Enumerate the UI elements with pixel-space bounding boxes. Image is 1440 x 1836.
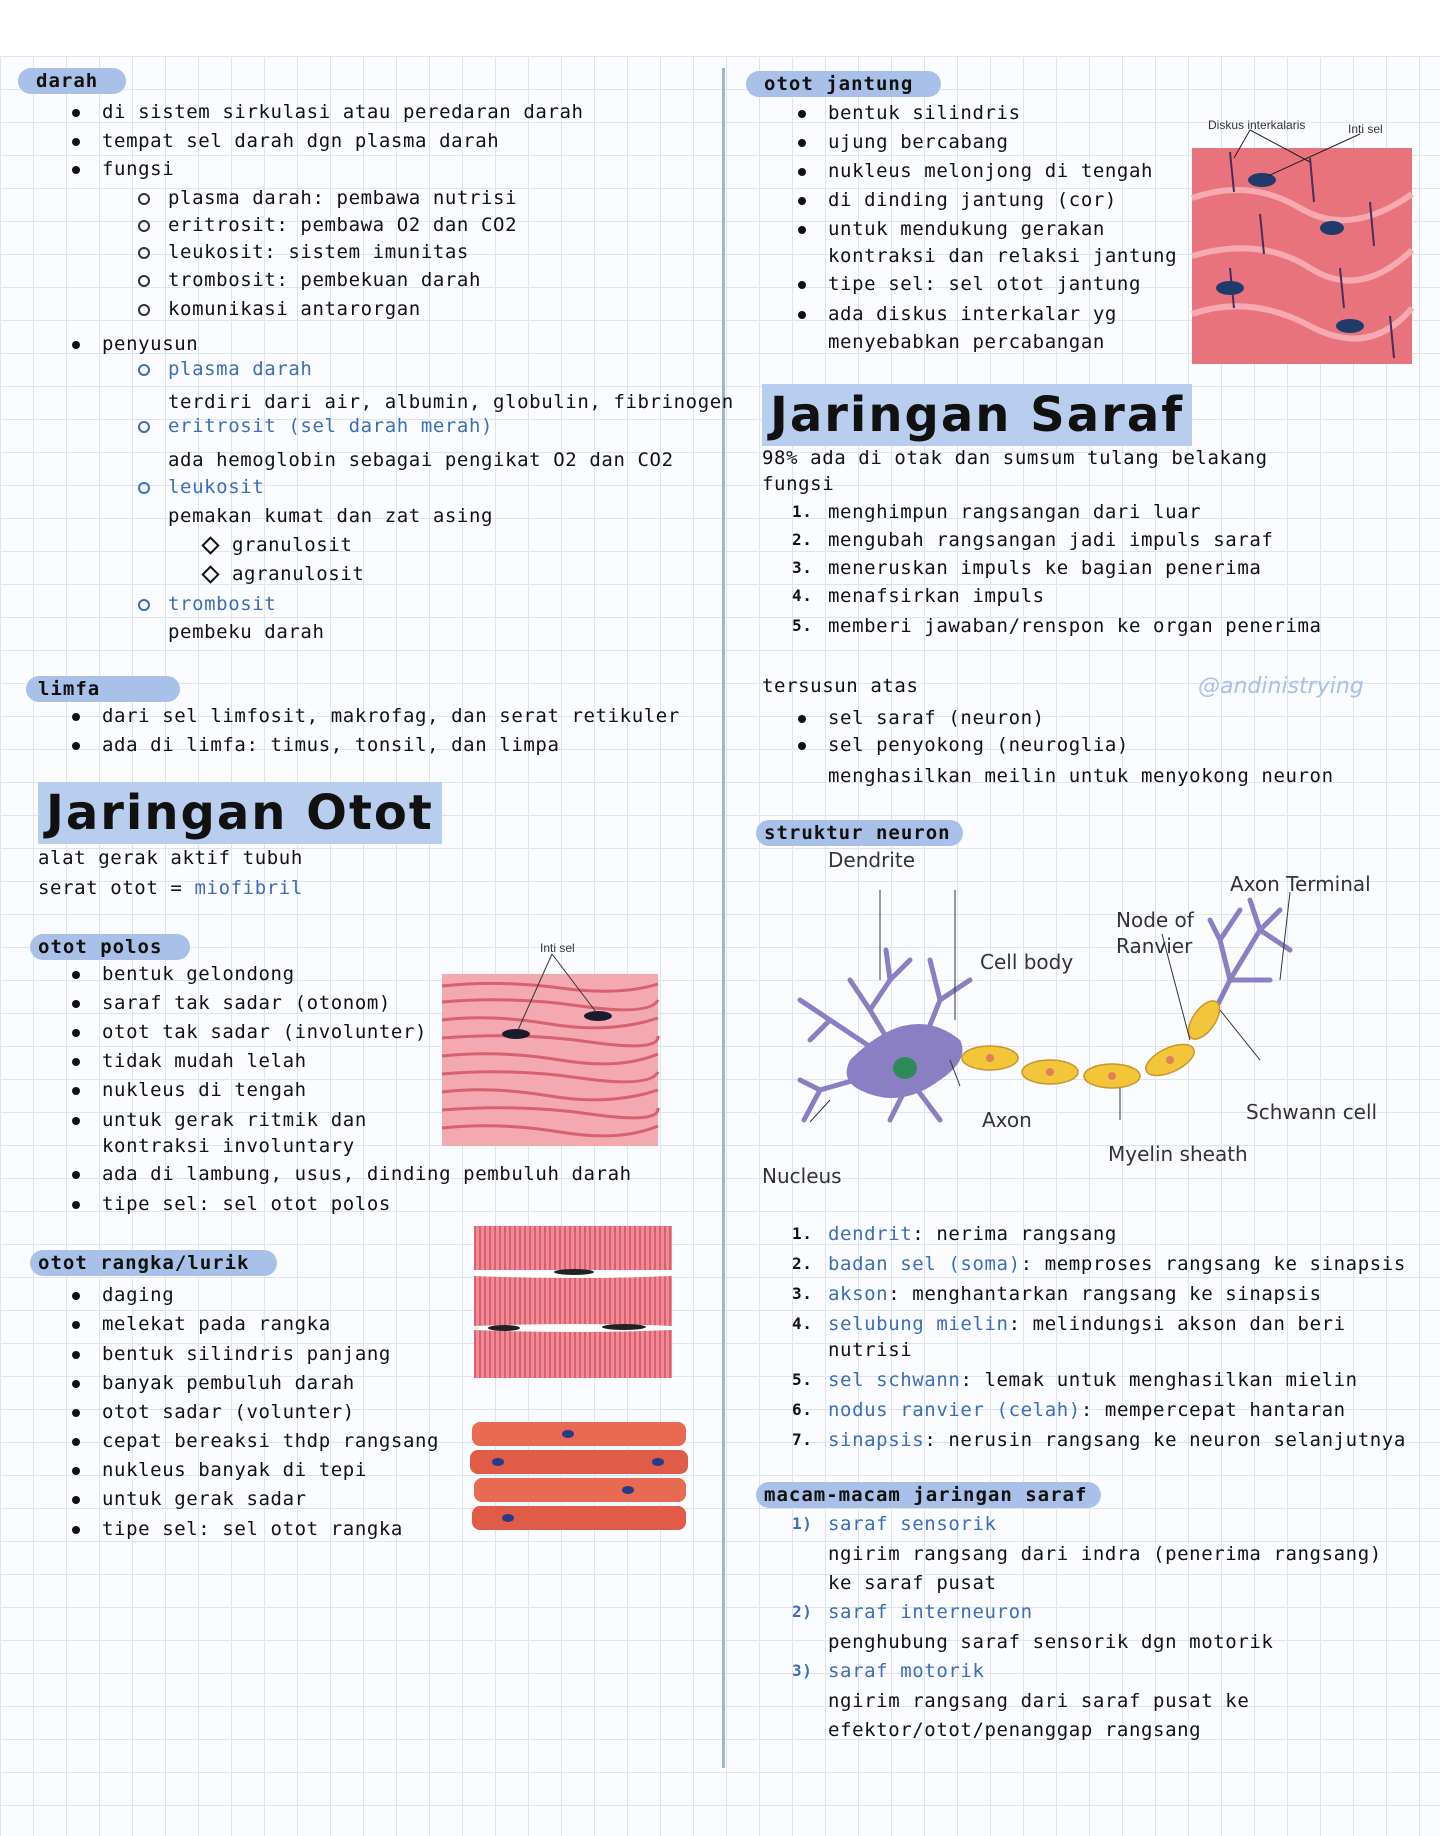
item-text: meneruskan impuls ke bagian penerima [828, 557, 1262, 579]
section-title: limfa [26, 676, 180, 702]
num: 3. [792, 558, 813, 577]
list-item-cont: kontraksi involuntary [102, 1135, 355, 1157]
section-title: macam-macam jaringan saraf [756, 1482, 1101, 1508]
item-desc: penghubung saraf sensorik dgn motorik [828, 1631, 1274, 1653]
list-item [792, 528, 1274, 552]
text-line: 98% ada di otak dan sumsum tulang belakang [762, 447, 1268, 469]
diagram-label: Dendrite [828, 848, 916, 872]
item-text: mengubah rangsangan jadi impuls saraf [828, 529, 1274, 551]
pill-neuron [756, 820, 963, 846]
item-desc: ada hemoglobin sebagai pengikat O2 dan CO2 [168, 449, 674, 471]
list-item: fungsi [102, 158, 175, 180]
section-title: otot polos [30, 934, 190, 960]
list-item-cont: menghasilkan meilin untuk menyokong neuron [828, 765, 1334, 787]
cardiac-muscle-image [1190, 118, 1418, 368]
list-item: di dinding jantung (cor) [828, 189, 1117, 211]
term-desc: nutrisi [828, 1339, 913, 1361]
list-item: sel penyokong (neuroglia) [828, 734, 1129, 756]
list-item [792, 500, 1202, 524]
num: 2. [792, 530, 813, 549]
image-label: Diskus interkalaris [1208, 118, 1306, 132]
num: 7. [792, 1430, 813, 1449]
pill-rangka [30, 1250, 277, 1276]
term: saraf motorik [828, 1660, 985, 1682]
list-item [792, 1368, 1358, 1392]
list-item: granulosit [232, 534, 353, 556]
list-item: tipe sel: sel otot rangka [102, 1518, 403, 1540]
list-item [792, 1252, 1406, 1276]
term-desc: : nerima rangsang [912, 1223, 1117, 1245]
list-item: tidak mudah lelah [102, 1050, 307, 1072]
list-item [792, 1282, 1322, 1306]
list-item [792, 614, 1322, 638]
list-item: di sistem sirkulasi atau peredaran darah [102, 101, 584, 123]
item-desc: terdiri dari air, albumin, globulin, fibrinogen [168, 391, 734, 413]
text-line: fungsi [762, 473, 835, 495]
item-text: menafsirkan impuls [828, 585, 1045, 607]
list-item: otot sadar (volunter) [102, 1401, 355, 1423]
pill-darah [18, 68, 126, 94]
num: 1. [792, 1224, 813, 1243]
list-item: bentuk silindris panjang [102, 1343, 391, 1365]
term: dendrit [828, 1223, 913, 1245]
pill-macam [756, 1482, 1101, 1508]
list-item [792, 1600, 1033, 1624]
list-item [792, 1428, 1406, 1452]
list-item: ada di lambung, usus, dinding pembuluh darah [102, 1163, 632, 1185]
num: 5. [792, 1370, 813, 1389]
term: selubung mielin [828, 1313, 1009, 1335]
top-margin [0, 0, 1440, 56]
list-item: tipe sel: sel otot jantung [828, 273, 1142, 295]
text-line: tersusun atas [762, 675, 919, 697]
list-item: nukleus melonjong di tengah [828, 160, 1154, 182]
list-item: eritrosit: pembawa O2 dan CO2 [168, 214, 518, 236]
diagram-label: Axon [982, 1108, 1032, 1132]
pill-limfa [26, 676, 180, 702]
term-desc: : nerusin rangsang ke neuron selanjutnya [924, 1429, 1406, 1451]
list-item: ada diskus interkalar yg [828, 303, 1117, 325]
term-desc: : mempercepat hantaran [1080, 1399, 1346, 1421]
term-desc: : melindungsi akson dan beri [1008, 1313, 1346, 1335]
list-item: otot tak sadar (involunter) [102, 1021, 428, 1043]
item-desc: ngirim rangsang dari saraf pusat ke [828, 1690, 1250, 1712]
diagram-label: Nucleus [762, 1164, 842, 1188]
term-desc: : lemak untuk menghasilkan mielin [960, 1369, 1358, 1391]
watermark: @andinistrying [1198, 674, 1364, 699]
list-item: trombosit [168, 593, 277, 615]
list-item [792, 556, 1262, 580]
pill-jantung [746, 71, 941, 97]
num: 6. [792, 1400, 813, 1419]
list-item: eritrosit (sel darah merah) [168, 415, 494, 437]
list-item: penyusun [102, 333, 199, 355]
list-item: trombosit: pembekuan darah [168, 269, 482, 291]
list-item [792, 1222, 1117, 1246]
list-item [792, 1312, 1346, 1336]
list-item: agranulosit [232, 563, 365, 585]
heading-saraf [762, 384, 1192, 446]
term: nodus ranvier (celah) [828, 1399, 1081, 1421]
skeletal-fiber-image [468, 1420, 692, 1538]
list-item: untuk gerak ritmik dan [102, 1109, 367, 1131]
page-title: Jaringan Saraf [762, 384, 1192, 446]
num: 3) [792, 1661, 813, 1680]
list-item: bentuk gelondong [102, 963, 295, 985]
num: 2. [792, 1254, 813, 1273]
item-desc: efektor/otot/penanggap rangsang [828, 1719, 1202, 1741]
image-label: Inti sel [540, 941, 575, 955]
list-item: untuk gerak sadar [102, 1488, 307, 1510]
list-item: saraf tak sadar (otonom) [102, 992, 391, 1014]
num: 4. [792, 586, 813, 605]
list-item: banyak pembuluh darah [102, 1372, 355, 1394]
item-desc: pembeku darah [168, 621, 325, 643]
item-text: menghimpun rangsangan dari luar [828, 501, 1202, 523]
section-title: darah [18, 68, 126, 94]
list-item: nukleus di tengah [102, 1079, 307, 1101]
highlight-term: miofibril [194, 877, 303, 899]
list-item-cont: kontraksi dan relaksi jantung [828, 245, 1178, 267]
list-item [828, 1338, 912, 1362]
list-item: daging [102, 1284, 175, 1306]
diagram-label: Schwann cell [1246, 1100, 1378, 1124]
list-item [792, 1398, 1346, 1422]
term: badan sel (soma) [828, 1253, 1021, 1275]
list-item: untuk mendukung gerakan [828, 218, 1105, 240]
list-item: plasma darah: pembawa nutrisi [168, 187, 518, 209]
smooth-muscle-image [440, 940, 662, 1156]
term: saraf interneuron [828, 1601, 1033, 1623]
list-item: plasma darah [168, 358, 313, 380]
diagram-label: Myelin sheath [1108, 1142, 1248, 1166]
pill-polos [30, 934, 190, 960]
list-item: tipe sel: sel otot polos [102, 1193, 391, 1215]
text-line: alat gerak aktif tubuh [38, 847, 303, 869]
section-title: otot rangka/lurik [30, 1250, 277, 1276]
text-prefix: serat otot = [38, 877, 195, 899]
num: 5. [792, 616, 813, 635]
list-item [792, 1512, 997, 1536]
num: 1) [792, 1514, 813, 1533]
item-desc: ke saraf pusat [828, 1572, 997, 1594]
text-line [38, 876, 303, 900]
num: 1. [792, 502, 813, 521]
num: 3. [792, 1284, 813, 1303]
section-title: struktur neuron [756, 820, 963, 846]
num: 4. [792, 1314, 813, 1333]
item-desc: pemakan kumat dan zat asing [168, 505, 494, 527]
neuron-diagram [790, 890, 1310, 1130]
image-label: Inti sel [1348, 122, 1383, 136]
term: sel schwann [828, 1369, 961, 1391]
num: 2) [792, 1602, 813, 1621]
term: saraf sensorik [828, 1513, 997, 1535]
item-desc: ngirim rangsang dari indra (penerima rangsang) [828, 1543, 1382, 1565]
list-item: komunikasi antarorgan [168, 298, 421, 320]
list-item: tempat sel darah dgn plasma darah [102, 130, 500, 152]
diagram-label: Node of [1116, 908, 1194, 932]
list-item: leukosit [168, 476, 265, 498]
section-title: otot jantung [746, 71, 941, 97]
list-item: ada di limfa: timus, tonsil, dan limpa [102, 734, 560, 756]
skeletal-muscle-image [474, 1224, 674, 1408]
item-text: memberi jawaban/renspon ke organ penerima [828, 615, 1322, 637]
term: akson [828, 1283, 889, 1305]
term: sinapsis [828, 1429, 925, 1451]
term-desc: : memproses rangsang ke sinapsis [1020, 1253, 1406, 1275]
list-item: melekat pada rangka [102, 1313, 331, 1335]
list-item: nukleus banyak di tepi [102, 1459, 367, 1481]
list-item [792, 584, 1045, 608]
list-item: ujung bercabang [828, 131, 1009, 153]
diagram-label: Ranvier [1116, 934, 1193, 958]
list-item-cont: menyebabkan percabangan [828, 331, 1105, 353]
page-title: Jaringan Otot [38, 782, 442, 844]
heading-otot [38, 782, 442, 844]
term-desc: : menghantarkan rangsang ke sinapsis [888, 1283, 1322, 1305]
diagram-label: Cell body [980, 950, 1074, 974]
column-divider [722, 68, 725, 1768]
list-item: bentuk silindris [828, 102, 1021, 124]
list-item: dari sel limfosit, makrofag, dan serat retikuler [102, 705, 680, 727]
list-item: sel saraf (neuron) [828, 707, 1045, 729]
list-item [792, 1659, 985, 1683]
list-item: cepat bereaksi thdp rangsang [102, 1430, 440, 1452]
diagram-label: Axon Terminal [1230, 872, 1371, 896]
list-item: leukosit: sistem imunitas [168, 241, 469, 263]
